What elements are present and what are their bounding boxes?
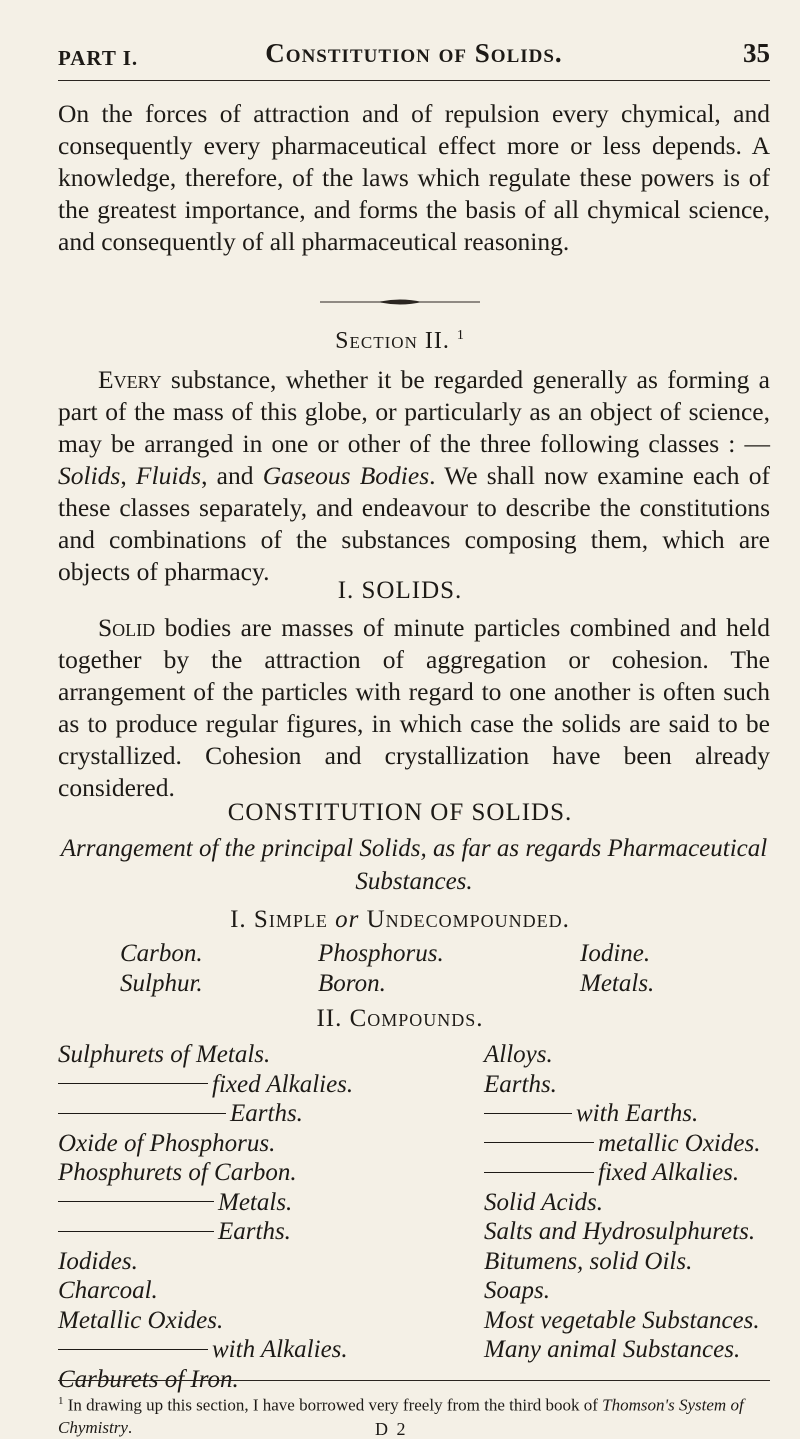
compound-label: Alloys. <box>484 1041 553 1068</box>
signature-mark: D 2 <box>375 1419 408 1439</box>
ditto-rule <box>484 1172 594 1173</box>
punctuation: , <box>120 461 136 490</box>
compound-item <box>484 1040 784 1070</box>
compound-label: Phosphurets of Carbon. <box>58 1159 297 1186</box>
running-title: Constitution of Solids. <box>265 38 563 68</box>
paragraph-text: . We shall now examine each of these classes separately, and endeavour to describe the constitutions and combinations of the substances composing them, which are objects of pharmacy. <box>58 461 771 586</box>
compound-label: Soaps. <box>484 1277 550 1304</box>
compound-label: Earths. <box>218 1218 291 1245</box>
compound-item <box>484 1188 784 1218</box>
simple-heading-part: I. Simple <box>230 906 328 933</box>
ditto-rule <box>58 1201 214 1202</box>
term-fluids: Fluids <box>135 461 202 490</box>
compound-label: Solid Acids. <box>484 1188 603 1216</box>
compound-item <box>484 1276 784 1306</box>
paragraph-solids <box>58 612 770 804</box>
ditto-rule <box>58 1113 226 1114</box>
conjunction: , and <box>201 461 263 490</box>
simple-item: Carbon. <box>120 940 203 967</box>
compound-label: with Alkalies. <box>212 1336 348 1363</box>
heading-solids: I. SOLIDS. <box>337 577 463 604</box>
table-title: CONSTITUTION OF SOLIDS. <box>227 799 573 826</box>
simple-heading-part: Undecompounded. <box>366 906 570 933</box>
compound-label: Oxide of Phosphorus. <box>58 1129 276 1157</box>
compound-item <box>58 1276 388 1306</box>
section-heading <box>0 328 800 355</box>
simple-item: Sulphur. <box>120 970 203 997</box>
header-rule <box>58 80 770 81</box>
compound-label: fixed Alkalies. <box>212 1070 354 1098</box>
paragraph-forces: On the forces of attraction and of repulsion every chymical, and consequently every pharmaceutical effect more or less depends. A knowledge, therefore, of the laws which regulate these powers is of the greatest importance, and forms the basis of all chymical science, and consequently of all pharmaceutical reasoning. <box>58 99 770 256</box>
compound-label: Many animal Substances. <box>484 1336 741 1363</box>
term-solids: Solids <box>58 461 121 490</box>
lead-word: Solid <box>98 613 156 642</box>
paragraph-text: substance, whether it be regarded generally as forming a part of the mass of this globe, or particularly as an object of science, may be arranged in one or other of the three following classes : — <box>58 365 770 458</box>
compound-item <box>58 1217 388 1247</box>
footnote-mark: 1 <box>58 1395 64 1407</box>
compounds-left-column <box>58 1040 388 1394</box>
compound-item <box>58 1040 388 1070</box>
simple-heading-or: or <box>335 906 360 933</box>
part-label: PART I. <box>58 46 139 70</box>
ditto-rule <box>58 1083 208 1084</box>
compound-item <box>484 1158 784 1188</box>
compound-item <box>58 1247 388 1277</box>
compound-item <box>58 1188 388 1218</box>
term-gaseous: Gaseous Bodies <box>262 461 430 490</box>
compound-label: Most vegetable Substances. <box>484 1306 760 1334</box>
ditto-rule <box>484 1142 594 1143</box>
simple-item: Iodine. <box>580 940 651 967</box>
compound-item <box>58 1129 388 1159</box>
footnote-text: In drawing up this section, I have borrowed very freely from the third book of <box>67 1395 603 1415</box>
compound-label: Charcoal. <box>58 1277 158 1304</box>
compound-item <box>58 1070 388 1100</box>
footnote-text: . <box>127 1417 133 1437</box>
compound-label: Earths. <box>484 1070 557 1098</box>
running-header <box>58 36 770 76</box>
section-divider-ornament <box>0 298 800 306</box>
footnote-rule <box>58 1380 770 1381</box>
page-number: 35 <box>743 38 770 68</box>
compound-label: Bitumens, solid Oils. <box>484 1247 693 1275</box>
section-label: Section II. <box>335 328 450 354</box>
compound-item <box>58 1158 388 1188</box>
compound-label: Iodides. <box>58 1247 138 1275</box>
compound-item <box>484 1099 784 1129</box>
paragraph-text: bodies are masses of minute particles combined and held together by the attraction of aggregation or cohesion. The arrangement of the particles with regard to one another is often such as to produce regular figures, in which case the solids are said to be crystallized. Cohesion and crystallization have been already considered. <box>58 613 770 802</box>
compound-item <box>484 1217 784 1247</box>
lead-word: Every <box>98 365 162 394</box>
simple-item: Metals. <box>580 970 655 997</box>
compound-label: with Earths. <box>576 1100 699 1127</box>
footnote-book-title: Thomson's System of Chymistry <box>58 1395 744 1437</box>
compound-item <box>58 1099 388 1129</box>
paragraph-classes <box>58 364 770 588</box>
compound-item <box>58 1306 388 1336</box>
compound-label: fixed Alkalies. <box>598 1159 740 1186</box>
compound-item <box>484 1306 784 1336</box>
footnote-ref: 1 <box>456 328 465 343</box>
compound-item <box>484 1247 784 1277</box>
compound-label: Carburets of Iron. <box>58 1365 239 1393</box>
ditto-rule <box>58 1231 214 1232</box>
compound-label: Earths. <box>230 1100 303 1127</box>
compounds-right-column <box>484 1040 784 1365</box>
compound-item <box>484 1129 784 1159</box>
simple-heading <box>0 906 800 934</box>
simple-item: Phosphorus. <box>318 940 444 967</box>
table-subtitle: Arrangement of the principal Solids, as far as regards Pharmaceutical Substances. <box>60 835 768 895</box>
compound-item <box>58 1335 388 1365</box>
compound-label: Sulphurets of Metals. <box>58 1041 271 1068</box>
compound-label: Metallic Oxides. <box>58 1306 224 1334</box>
compound-item <box>484 1070 784 1100</box>
footnote <box>58 1390 770 1439</box>
compound-label: Salts and Hydrosulphurets. <box>484 1218 756 1245</box>
ditto-rule <box>58 1349 208 1350</box>
compound-label: Metals. <box>218 1188 293 1216</box>
ditto-rule <box>484 1113 572 1114</box>
compound-label: metallic Oxides. <box>598 1129 761 1157</box>
compound-item <box>484 1335 784 1365</box>
simple-item: Boron. <box>318 970 386 997</box>
compounds-heading: II. Compounds. <box>316 1005 484 1032</box>
